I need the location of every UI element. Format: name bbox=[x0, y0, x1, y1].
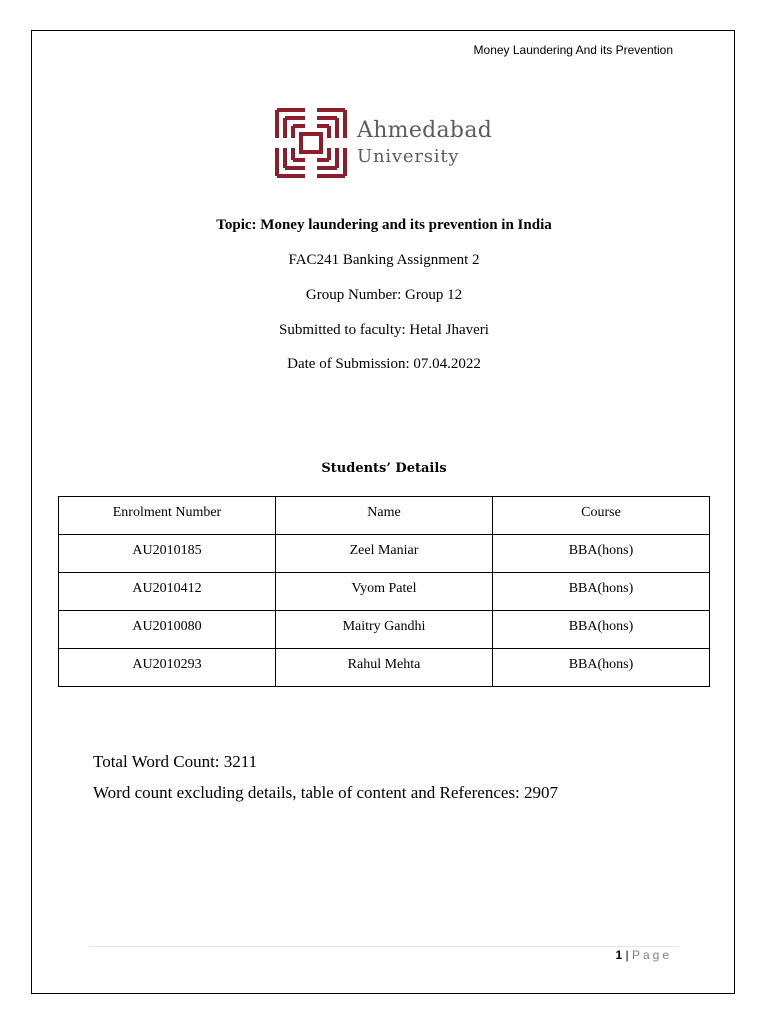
topic-line: Topic: Money laundering and its prevention in India bbox=[216, 217, 552, 233]
university-logo bbox=[275, 108, 495, 180]
name-cell: Vyom Patel bbox=[276, 573, 493, 611]
page-footer bbox=[615, 948, 672, 962]
column-header-course: Course bbox=[493, 497, 710, 535]
students-table bbox=[58, 496, 710, 687]
logo-wordmark-line1: Ahmedabad bbox=[357, 118, 493, 143]
page-label: Page bbox=[631, 948, 672, 962]
faculty-line: Submitted to faculty: Hetal Jhaveri bbox=[279, 322, 489, 338]
page-number: 1 bbox=[615, 948, 623, 962]
footer-divider bbox=[90, 946, 677, 947]
column-header-enrolment: Enrolment Number bbox=[59, 497, 276, 535]
running-header: Money Laundering And its Prevention bbox=[473, 43, 673, 57]
enrolment-cell: AU2010185 bbox=[59, 535, 276, 573]
students-details-heading: Students’ Details bbox=[321, 461, 447, 476]
table-row bbox=[59, 573, 710, 611]
name-cell: Maitry Gandhi bbox=[276, 611, 493, 649]
group-number-line: Group Number: Group 12 bbox=[305, 287, 463, 303]
excluding-word-count: Word count excluding details, table of content and References: 2907 bbox=[93, 783, 559, 802]
logo-wordmark-line2: University bbox=[357, 146, 460, 167]
page-separator: | bbox=[625, 948, 629, 962]
course-cell: BBA(hons) bbox=[493, 573, 710, 611]
column-header-name: Name bbox=[276, 497, 493, 535]
total-word-count: Total Word Count: 3211 bbox=[93, 752, 258, 771]
name-cell: Zeel Maniar bbox=[276, 535, 493, 573]
course-assignment-line: FAC241 Banking Assignment 2 bbox=[288, 252, 480, 268]
name-cell: Rahul Mehta bbox=[276, 649, 493, 687]
enrolment-cell: AU2010080 bbox=[59, 611, 276, 649]
enrolment-cell: AU2010293 bbox=[59, 649, 276, 687]
table-row bbox=[59, 611, 710, 649]
table-row bbox=[59, 535, 710, 573]
course-cell: BBA(hons) bbox=[493, 611, 710, 649]
university-logo-emblem-icon bbox=[275, 108, 347, 178]
table-row bbox=[59, 649, 710, 687]
submission-date-line: Date of Submission: 07.04.2022 bbox=[287, 356, 481, 372]
enrolment-cell: AU2010412 bbox=[59, 573, 276, 611]
table-header-row bbox=[59, 497, 710, 535]
course-cell: BBA(hons) bbox=[493, 535, 710, 573]
course-cell: BBA(hons) bbox=[493, 649, 710, 687]
